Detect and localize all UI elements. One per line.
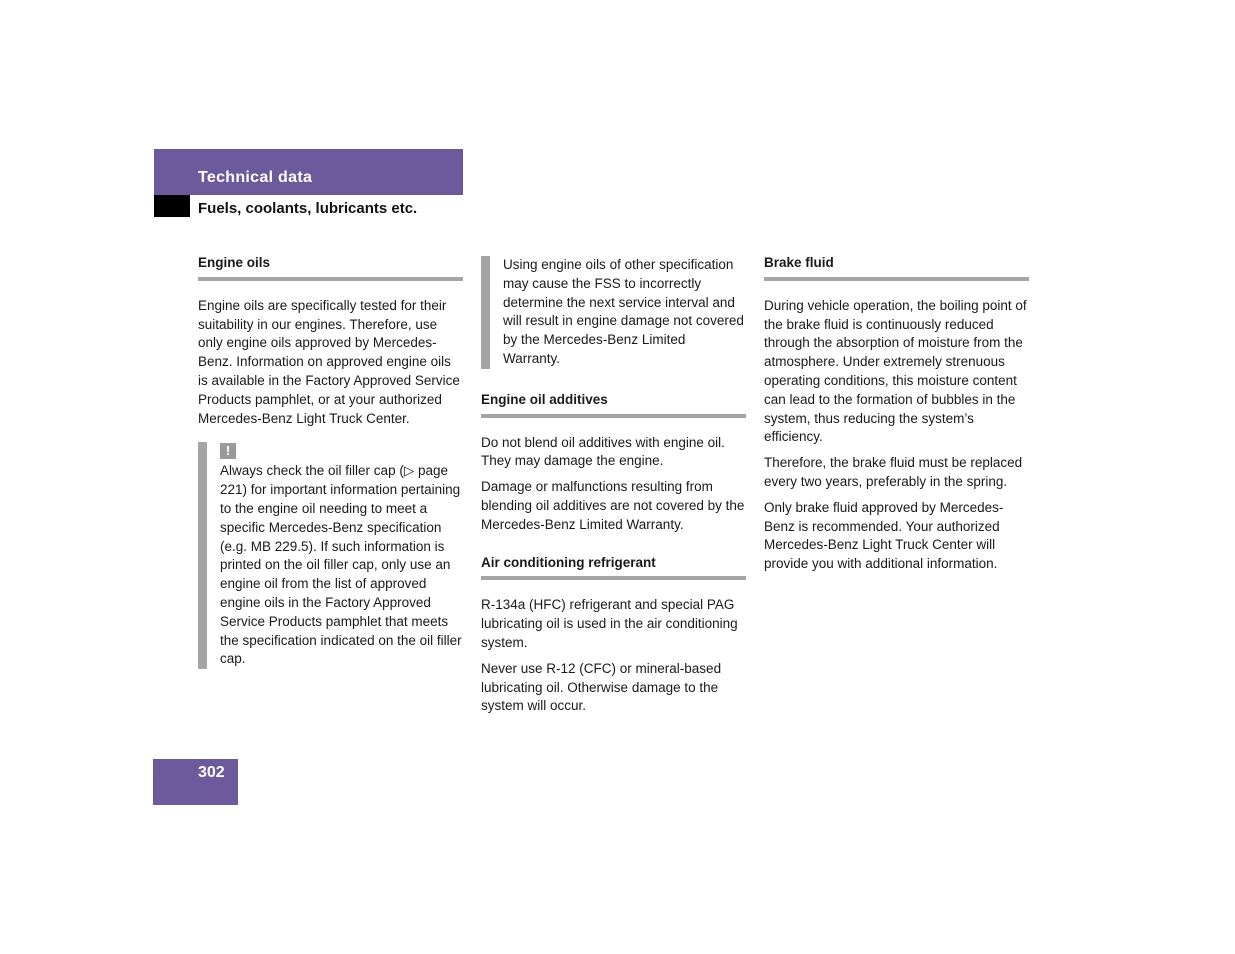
note-bar	[198, 442, 207, 669]
column-right	[764, 254, 1029, 581]
warning-icon: !	[220, 443, 236, 459]
engine-oils-warning-note-continued	[481, 256, 746, 369]
subsection-title: Fuels, coolants, lubricants etc.	[198, 200, 418, 217]
engine-oil-additives-heading: Engine oil additives	[481, 391, 746, 418]
brake-fluid-heading: Brake fluid	[764, 254, 1029, 281]
note-bar	[481, 256, 490, 369]
engine-oil-additives-paragraph-1: Do not blend oil additives with engine oil. They may damage the engine.	[481, 434, 725, 469]
column-middle	[481, 256, 746, 723]
brake-fluid-paragraph-2: Therefore, the brake fluid must be replaced every two years, preferably in the spring.	[764, 455, 1023, 489]
engine-oils-warning-note	[198, 442, 463, 669]
page-number: 302	[198, 764, 225, 781]
column-left	[198, 254, 463, 669]
brake-fluid-paragraph-3: Only brake fluid approved by Mercedes-Benz is recommended. Your authorized Mercedes-Benz Light Truck Center will provide you with additional information.	[764, 499, 1004, 572]
engine-oils-paragraph: Engine oils are specifically tested for their suitability in our engines. Therefore, use only engine oils approved by Mercedes-Benz. Information on approved engine oils is available in the Factory Approved Service Products pamphlet, or at your authorized Mercedes-Benz Light Truck Center.	[198, 297, 460, 426]
engine-oil-additives-paragraph-2: Damage or malfunctions resulting from blending oil additives are not covered by the Mercedes-Benz Limited Warranty.	[481, 479, 745, 532]
subsection-marker	[154, 195, 190, 217]
engine-oils-note-continued-text: Using engine oils of other specification may cause the FSS to incorrectly determine the next service interval and will result in engine damage not covered by the Mercedes-Benz Limited Warranty.	[503, 257, 744, 366]
air-conditioning-heading: Air conditioning refrigerant	[481, 554, 746, 581]
brake-fluid-paragraph-1: During vehicle operation, the boiling point of the brake fluid is continuously reduced through the absorption of moisture from the atmosphere. Under extremely strenuous operating conditions, this moisture content can lead to the formation of bubbles in the system, thus reducing the system’s efficiency.	[764, 297, 1027, 445]
engine-oils-heading: Engine oils	[198, 254, 463, 281]
page-number-tab	[153, 759, 238, 805]
air-conditioning-paragraph-2: Never use R-12 (CFC) or mineral-based lubricating oil. Otherwise damage to the system will occur.	[481, 660, 722, 714]
section-title: Technical data	[198, 169, 313, 186]
air-conditioning-paragraph-1: R-134a (HFC) refrigerant and special PAG lubricating oil is used in the air conditioning system.	[481, 597, 738, 650]
engine-oils-note-text: Always check the oil filler cap (▷ page 221) for important information pertaining to the engine oil needing to meet a specific Mercedes-Benz specification (e.g. MB 229.5). If such information is printed on the oil filler cap, only use an engine oil from the list of approved engine oils in the Factory Approved Service Products pamphlet that meets the specification indicated on the oil filler cap.	[220, 463, 462, 667]
